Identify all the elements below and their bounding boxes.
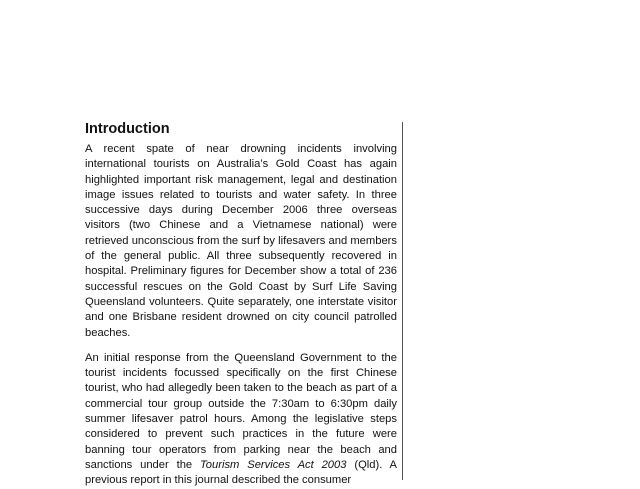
paragraph-1: A recent spate of near drowning incidents involving international tourists on Australia’s Gold Coast has again highlighted important risk management, legal and destination image issues related to tourists and water safety. In three successive days during December 2006 three overseas visitors (two Chinese and a Vietnamese national) were retrieved unconscious from the surf by lifesavers and members of the general public. All three subsequently recovered in hospital. Preliminary figures for December show a total of 236 successful rescues on the Gold Coast by Surf Life Saving Queensland volunteers. Quite separately, one interstate visitor and one Brisbane resident drowned on city council patrolled beaches. <box>85 143 397 339</box>
paragraph-2-text-before: An initial response from the Queensland Government to the tourist incidents focussed specifically on the first Chinese tourist, who had allegedly been taken to the beach as part of a commercial tour group outside the 7:30am to 6:30pm daily summer lifesaver patrol hours. Among the legislative steps considered to prevent such practices in the future were banning tour operators from parking near the beach and sanctions under the <box>85 351 397 471</box>
section-heading: Introduction <box>85 121 170 137</box>
text-column <box>85 120 397 489</box>
column-divider <box>402 122 403 480</box>
act-title: Tourism Services Act 2003 <box>200 458 347 471</box>
paragraph-2 <box>85 351 397 489</box>
paragraph-2-text-after: (Qld). A previous report in this journal described the consumer <box>85 458 398 487</box>
